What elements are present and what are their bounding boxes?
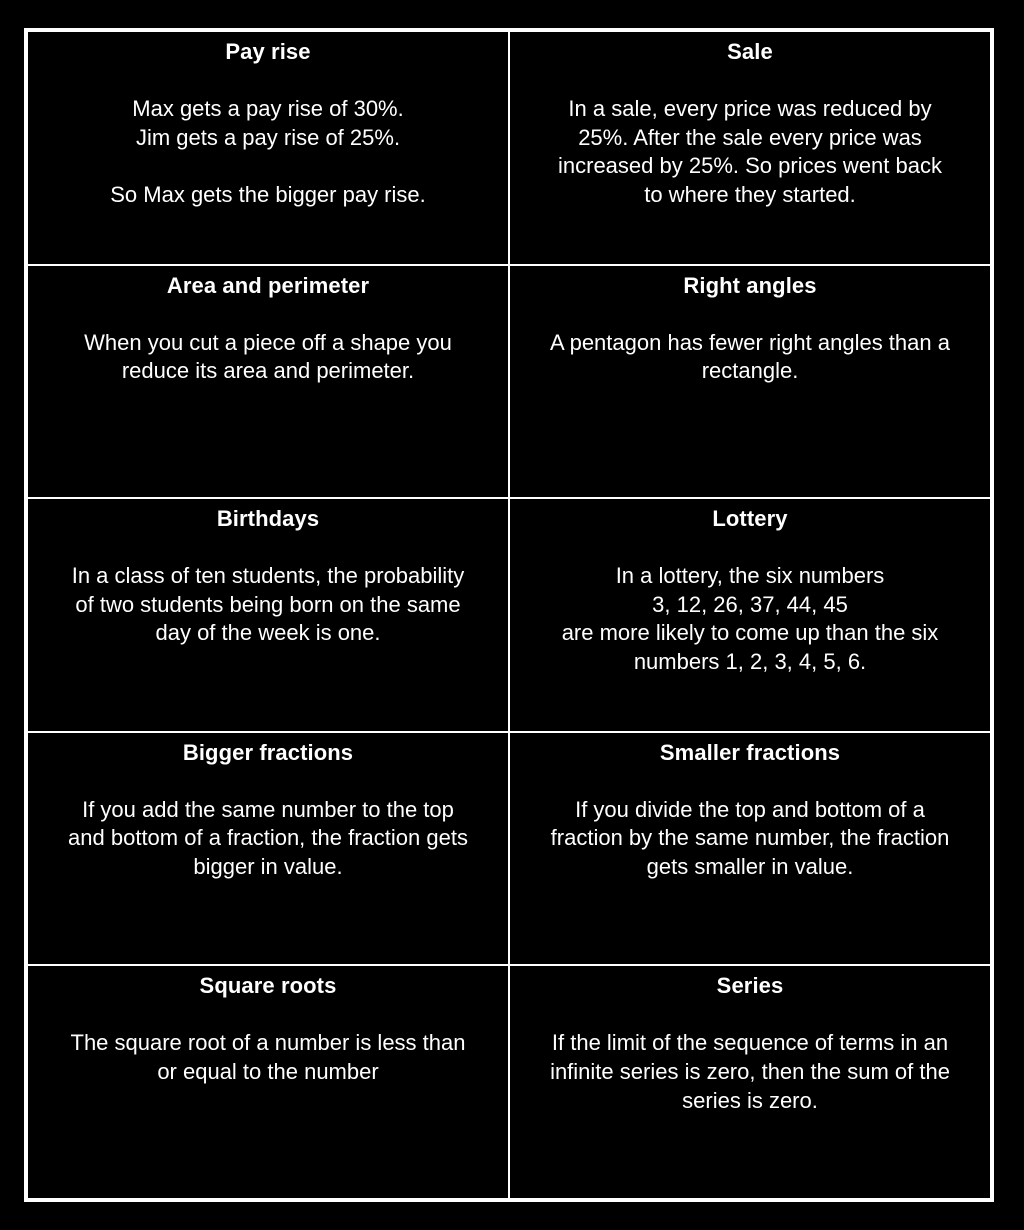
card-square-roots [27,965,509,1199]
card-area-and-perimeter [27,265,509,499]
card-title: Pay rise [225,39,311,64]
card-title: Area and perimeter [166,272,370,298]
card-grid [27,31,991,1199]
card-bigger-fractions [27,732,509,966]
card-pay-rise [27,31,509,265]
card-title: Birthdays [216,506,320,532]
card-sheet [24,28,994,1202]
card-title: Square roots [199,973,337,999]
card-text: In a lottery, the six numbers 3, 12, 26, 37, 44, 45 are more likely to come up than the six numbers 1, 2, 3, 4, 5, 6. [561,563,939,674]
card-text: The square root of a number is less than or equal to the number [70,1030,466,1084]
card-title: Right angles [683,272,817,298]
card-text: If the limit of the sequence of terms in an infinite series is zero, then the sum of the series is zero. [550,1030,950,1113]
card-title: Smaller fractions [659,739,841,765]
card-text: Max gets a pay rise of 30%. Jim gets a pay rise of 25%. So Max gets the bigger pay rise. [110,96,426,207]
card-text: When you cut a piece off a shape you reduce its area and perimeter. [84,329,452,384]
card-text: If you divide the top and bottom of a fraction by the same number, the fraction gets smaller in value. [550,796,950,879]
card-title: Bigger fractions [182,739,354,765]
card-text: A pentagon has fewer right angles than a rectangle. [550,329,950,384]
card-text: In a sale, every price was reduced by 25%. After the sale every price was increased by 25%. So prices went back to where they started. [558,96,942,207]
card-title: Lottery [712,506,788,532]
card-smaller-fractions [509,732,991,966]
card-title: Series [716,973,784,999]
card-sale [509,31,991,265]
card-text: In a class of ten students, the probability of two students being born on the same day of the week is one. [71,563,465,646]
card-right-angles [509,265,991,499]
card-birthdays [27,498,509,732]
card-title: Sale [727,39,773,64]
card-lottery [509,498,991,732]
card-text: If you add the same number to the top and bottom of a fraction, the fraction gets bigger in value. [68,796,468,879]
card-series [509,965,991,1199]
